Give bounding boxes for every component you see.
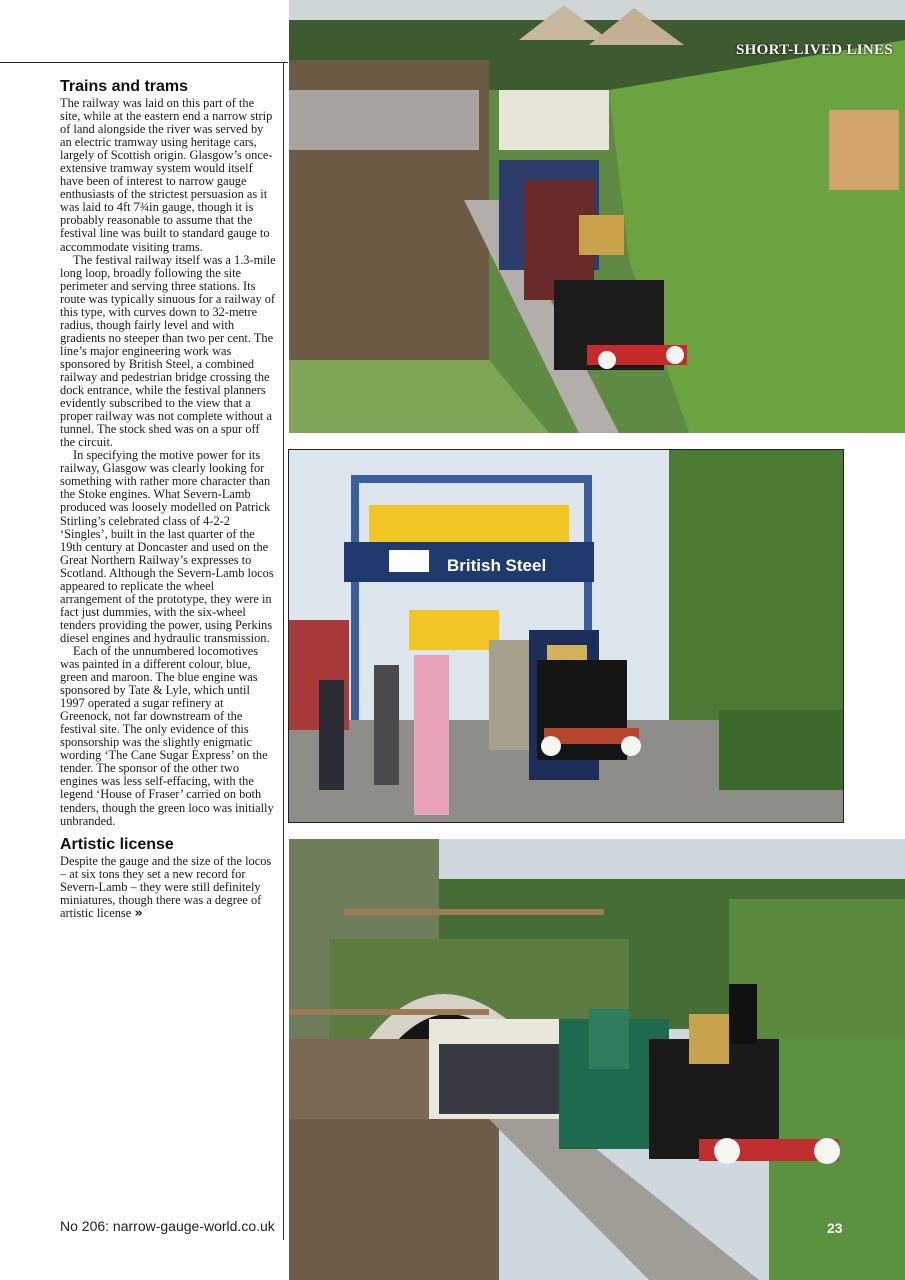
photo-green-locomotive-tunnel — [289, 839, 905, 1280]
paragraph-5-text: Despite the gauge and the size of the locos – at six tons they set a new record for Severn-Lamb – they were still definitely miniatures, though there was a degree of artistic license — [60, 853, 272, 920]
column-rule — [283, 62, 284, 1240]
heading-artistic-license: Artistic license — [60, 835, 174, 853]
heading-trains-and-trams: Trains and trams — [60, 78, 189, 95]
photo-2-graphic — [289, 450, 843, 822]
footer-credit: No 206: narrow-gauge-world.co.uk — [60, 1218, 275, 1234]
continue-arrow-icon: » — [134, 905, 143, 921]
bridge-sign-text: British Steel — [447, 556, 547, 575]
photo-1-graphic — [289, 0, 905, 433]
page-number: 23 — [827, 1220, 843, 1236]
paragraph-3: In specifying the motive power for its railway, Glasgow was clearly looking for something with rather more character than the Stoke engines. What Severn-Lamb produced was loosely modelled on Patrick Stirling’s celebrated class of 4-2-2 ‘Singles’, built in the last quarter of the 19th century at Doncaster and used on the Great Northern Railway’s expresses to Scotland. Although the Severn-Lamb locos appeared to replicate the wheel arrangement of the prototype, they were in fact just dummies, with the six-wheel tenders providing the power, using Perkins diesel engines and hydraulic transmission. — [60, 448, 274, 645]
paragraph-5 — [60, 855, 276, 920]
section-label: SHORT-LIVED LINES — [736, 42, 893, 58]
article-text — [60, 78, 276, 920]
photo-3-graphic — [289, 839, 905, 1280]
top-rule — [0, 62, 288, 63]
photo-maroon-locomotive — [289, 0, 905, 433]
paragraph-2: The festival railway itself was a 1.3-mile long loop, broadly following the site perimeter and serving three stations. Its route was typically sinuous for a railway of this type, with curves down to 32-metre radius, though fairly level and with gradients no steeper than two per cent. The line’s major engineering work was sponsored by British Steel, a combined railway and pedestrian bridge crossing the dock entrance, while the festival planners evidently subscribed to the view that a proper railway was not complete without a tunnel. The stock shed was on a spur off the circuit. — [60, 252, 276, 450]
photo-british-steel-bridge — [289, 450, 843, 822]
paragraph-4: Each of the unnumbered locomotives was painted in a different colour, blue, green and maroon. The blue engine was sponsored by Tate & Lyle, which until 1997 operated a sugar refinery at Greenock, not far downstream of the festival site. The only evidence of this sponsorship was the slightly enigmatic wording ‘The Cane Sugar Express’ on the tender. The sponsor of the other two engines was less self-effacing, with the legend ‘House of Fraser’ carried on both tenders, though the green loco was initially unbranded. — [60, 643, 274, 828]
paragraph-1: The railway was laid on this part of the site, while at the eastern end a narrow strip of land alongside the river was served by an electric tramway using heritage cars, largely of Scottish origin. Glasgow’s once-extensive tramway system would itself have been of interest to narrow gauge enthusiasts of the strictest persuasion as it was laid to 4ft 7¾in gauge, though it is probably reasonable to assume that the festival line was built to standard gauge to accommodate visiting trams. — [60, 96, 273, 254]
